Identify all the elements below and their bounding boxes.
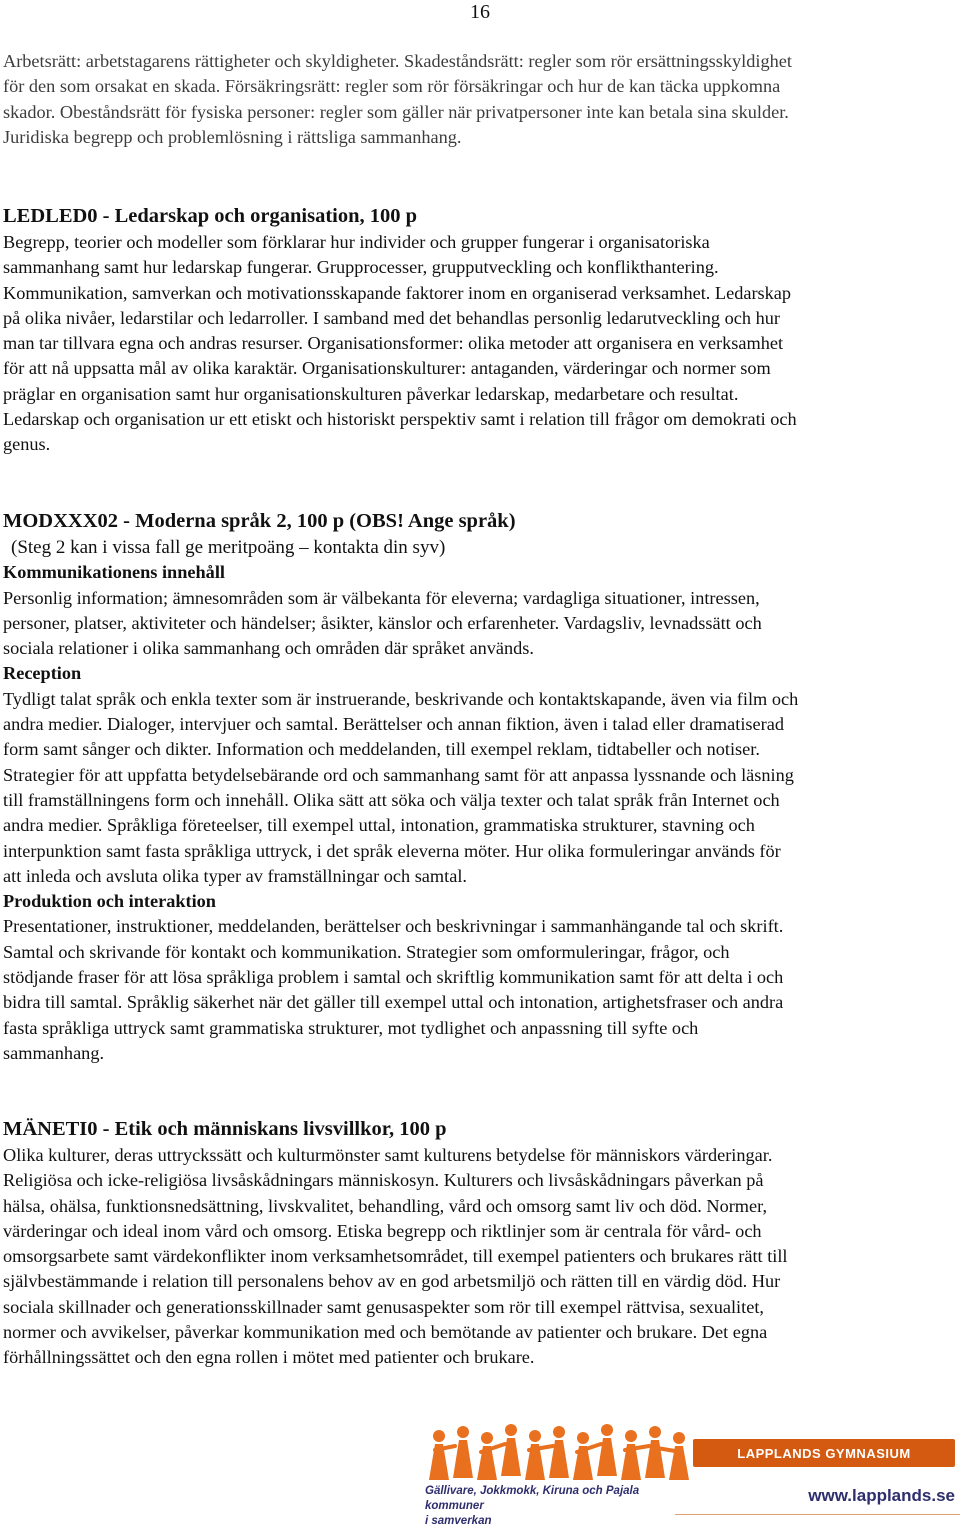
text-line: för den som orsakat en skada. Försäkringsrätt: regler som rör försäkringar och hur de kan täcka uppkomna	[3, 76, 781, 97]
text-line: sociala relationer i olika sammanhang och områden där språket används.	[3, 638, 534, 659]
text-line: Begrepp, teorier och modeller som förklarar hur individer och grupper fungerar i organisatoriska	[3, 232, 710, 252]
text-line: Samtal och skrivande för kontakt och kommunikation. Strategier som omformuleringar, frågor, och	[3, 941, 730, 962]
text-line: till framställningens form och innehåll. Olika sätt att söka och välja texter och talat språk från Internet och	[3, 789, 780, 810]
intro-paragraph	[3, 49, 958, 150]
course-heading: LEDLED0 - Ledarskap och organisation, 100 p	[3, 205, 418, 227]
text-line: Tydligt talat språk och enkla texter som är instruerande, beskrivande och kontaktskapande, även via film och	[3, 688, 799, 709]
text-line: form samt sånger och dikter. Information och meddelanden, till exempel reklam, tidtabeller och notiser.	[3, 739, 760, 760]
text-line: Arbetsrätt: arbetstagarens rättigheter och skyldigheter. Skadeståndsrätt: regler som rör ersättningsskyldighet	[3, 51, 792, 71]
text-line: andra medier. Språkliga företeelser, till exempel uttal, intonation, grammatiska strukturer, stavning och	[3, 815, 755, 836]
text-line: andra medier. Dialoger, intervjuer och samtal. Berättelser och annan fiktion, även i talad eller dramatiserad	[3, 714, 784, 735]
section-heading: Kommunikationens innehåll	[3, 562, 225, 583]
footer-towns	[425, 1484, 665, 1529]
text-line: personer, platser, aktiviteter och händelser; åsikter, känslor och erfarenheter. Vardagsliv, levnadssätt och	[3, 612, 762, 633]
text-line: förhållningssättet och den egna rollen i mötet med patienter och brukare.	[3, 1347, 535, 1368]
text-line: på olika nivåer, ledarstilar och ledarroller. I samband med det behandlas personlig ledarutveckling och hur	[3, 307, 780, 328]
text-line: Presentationer, instruktioner, meddelanden, berättelser och beskrivningar i sammanhängande tal och skrift.	[3, 916, 784, 937]
text-line: hälsa, ohälsa, funktionsnedsättning, livskvalitet, behandling, vård och omsorg samt liv och död. Normer,	[3, 1195, 768, 1216]
text-line: normer och avvikelser, påverkar kommunikation med och bemötande av patienter och brukare. Det egna	[3, 1322, 768, 1343]
text-line: interpunktion samt fasta språkliga uttryck, i det språk eleverna möter. Hur olika formuleringar används för	[3, 840, 781, 861]
footer-towns-line: Gällivare, Jokkmokk, Kiruna och Pajala kommuner	[425, 1485, 640, 1512]
section-heading: Produktion och interaktion	[3, 891, 216, 912]
text-line: präglar en organisation samt hur organisationskulturen påverkar ledarskap, medarbetare och resultat.	[3, 383, 739, 404]
text-line: att inleda och avsluta olika typer av framställningar och samtal.	[3, 865, 467, 886]
text-line: Juridiska begrepp och problemlösning i rättsliga sammanhang.	[3, 126, 462, 147]
footer-url-link[interactable]: www.lapplands.se	[808, 1486, 955, 1505]
text-line: sammanhang.	[3, 1042, 105, 1063]
steg-note-contact: – kontakta din syv)	[299, 537, 446, 558]
course-heading: MÄNETI0 - Etik och människans livsvillkor, 100 p	[3, 1118, 447, 1140]
text-line: man tar tillvara egna och andras resurser. Organisationsformer: olika metoder att organisera en verksamhet	[3, 333, 784, 354]
text-line: Olika kulturer, deras uttryckssätt och kulturmönster samt kulturens betydelse för människors värderingar.	[3, 1145, 773, 1165]
text-line: fasta språkliga uttryck samt grammatiska strukturer, mot tydlighet och anpassning till syfte och	[3, 1017, 699, 1038]
course-ledled0	[3, 203, 958, 458]
footer-towns-line: i samverkan	[425, 1515, 492, 1527]
text-line: Ledarskap och organisation ur ett etiskt och historiskt perspektiv samt i relation till frågor om demokrati och	[3, 409, 797, 430]
steg-note	[3, 535, 958, 560]
text-line: värderingar och ideal inom vård och omsorg. Etiska begrepp och riktlinjer som är centrala för vård- och	[3, 1220, 762, 1241]
text-line: för att nå uppsatta mål av olika karaktär. Organisationskulturer: antaganden, värderingar och normer som	[3, 358, 771, 379]
course-heading: MODXXX02 - Moderna språk 2, 100 p (OBS! Ange språk)	[3, 510, 516, 532]
text-line: Religiösa och icke-religiösa livsåskådningars människosyn. Kulturers och livsåskådningars påverkan på	[3, 1170, 764, 1191]
text-line: Strategier för att uppfatta betydelsebärande ord och sammanhang samt för att anpassa lyssnande och läsning	[3, 764, 794, 785]
text-line: Personlig information; ämnesområden som är välbekanta för eleverna; vardagliga situationer, intressen,	[3, 587, 760, 608]
text-line: genus.	[3, 434, 51, 455]
text-line: skador. Obeståndsrätt för fysiska personer: regler som gäller när privatpersoner inte kan betala sina skulder.	[3, 101, 789, 122]
steg-note-text: (Steg 2 kan i vissa fall ge meritpoäng	[11, 537, 300, 558]
text-line: sociala skillnader och generationsskillnader samt genusaspekter som rör till exempel rättvisa, sexualitet,	[3, 1296, 764, 1317]
text-line: omsorgsarbete samt värdekonflikter inom verksamhetsområdet, till exempel patienters och brukares rätt till	[3, 1246, 788, 1267]
page-number: 16	[470, 1, 490, 23]
text-line: sammanhang samt hur ledarskap fungerar. Grupprocesser, grupputveckling och konflikthantering.	[3, 257, 719, 278]
section-heading: Reception	[3, 663, 82, 684]
people-logo-icon	[425, 1422, 695, 1484]
text-line: stödjande fraser för att lösa språkliga problem i samtal och skriftlig kommunikation samt för att delta i och	[3, 967, 784, 988]
course-modxxx02	[3, 508, 958, 1066]
footer-banner	[425, 1422, 960, 1530]
text-line: bidra till samtal. Språklig säkerhet när det gäller till exempel uttal och intonation, artighetsfraser och andra	[3, 992, 784, 1013]
footer-divider	[675, 1514, 960, 1515]
brand-badge: LAPPLANDS GYMNASIUM	[693, 1439, 955, 1467]
text-line: Kommunikation, samverkan och motivationsskapande faktorer inom en organiserad verksamhet. Ledarskap	[3, 282, 792, 303]
text-line: självbestämmande i relation till personalens behov av en god arbetsmiljö och rätten till en värdig död. Hur	[3, 1271, 781, 1292]
course-maneti0	[3, 1116, 958, 1371]
